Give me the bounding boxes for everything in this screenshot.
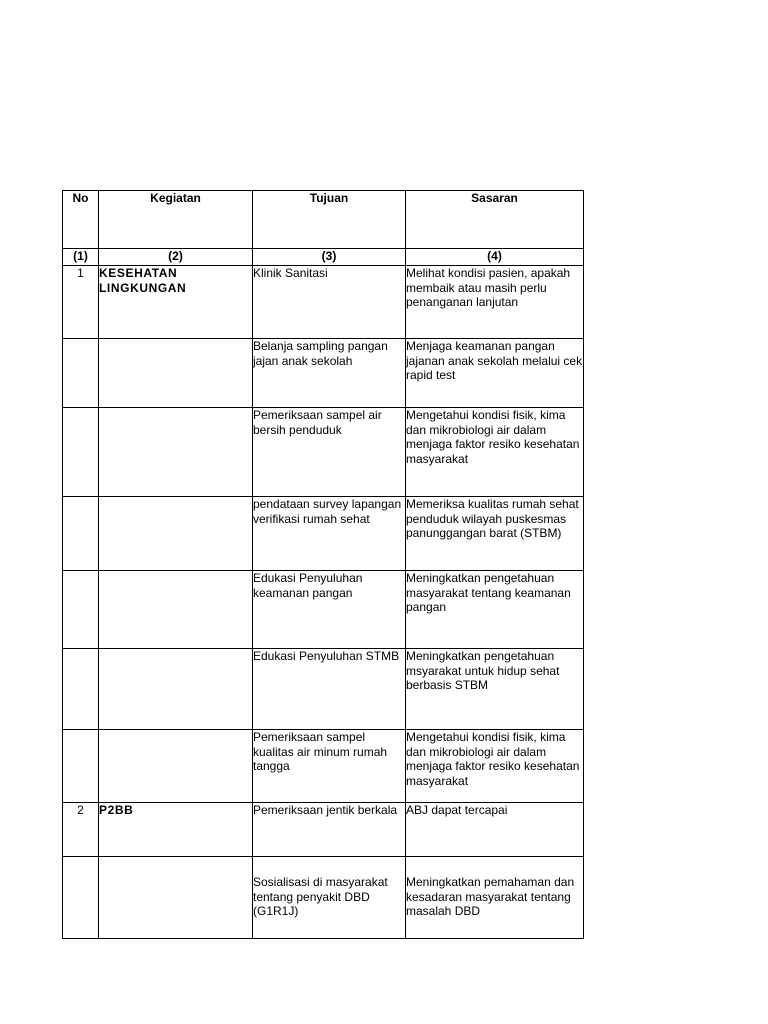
row-no: [63, 571, 99, 649]
row-no: [63, 339, 99, 408]
row-tujuan: Pemeriksaan sampel kualitas air minum rumah tangga: [253, 730, 406, 803]
row-tujuan: Pemeriksaan sampel air bersih penduduk: [253, 408, 406, 497]
row-sasaran: Meningkatkan pengetahuan masyarakat tentang keamanan pangan: [406, 571, 584, 649]
row-tujuan: Klinik Sanitasi: [253, 266, 406, 339]
row-no: [63, 730, 99, 803]
header-tujuan: Tujuan: [253, 191, 406, 249]
row-no: [63, 497, 99, 571]
row-sasaran: ABJ dapat tercapai: [406, 803, 584, 857]
row-no: [63, 857, 99, 939]
row-tujuan: pendataan survey lapangan verifikasi rumah sehat: [253, 497, 406, 571]
column-number: (4): [406, 249, 584, 266]
row-tujuan: Belanja sampling pangan jajan anak sekolah: [253, 339, 406, 408]
column-number-row: [63, 249, 584, 266]
row-tujuan: Edukasi Penyuluhan keamanan pangan: [253, 571, 406, 649]
column-number: (2): [99, 249, 253, 266]
row-kegiatan: [99, 497, 253, 571]
row-no: [63, 408, 99, 497]
row-sasaran: Melihat kondisi pasien, apakah membaik atau masih perlu penanganan lanjutan: [406, 266, 584, 339]
row-kegiatan: [99, 730, 253, 803]
header-kegiatan: Kegiatan: [99, 191, 253, 249]
row-no: [63, 649, 99, 730]
table-row: [63, 803, 584, 857]
column-number: (3): [253, 249, 406, 266]
header-sasaran: Sasaran: [406, 191, 584, 249]
table-row: [63, 857, 584, 939]
row-no: 1: [63, 266, 99, 339]
activity-table: [62, 190, 584, 939]
row-sasaran: Menjaga keamanan pangan jajanan anak sekolah melalui cek rapid test: [406, 339, 584, 408]
row-sasaran: Mengetahui kondisi fisik, kima dan mikrobiologi air dalam menjaga faktor resiko kesehatan masyarakat: [406, 730, 584, 803]
row-tujuan: Pemeriksaan jentik berkala: [253, 803, 406, 857]
row-kegiatan: [99, 408, 253, 497]
table-row: [63, 649, 584, 730]
row-kegiatan: KESEHATAN LINGKUNGAN: [99, 266, 253, 339]
column-number: (1): [63, 249, 99, 266]
table-row: [63, 408, 584, 497]
table-row: [63, 339, 584, 408]
row-kegiatan: P2BB: [99, 803, 253, 857]
row-sasaran: Mengetahui kondisi fisik, kima dan mikrobiologi air dalam menjaga faktor resiko kesehatan masyarakat: [406, 408, 584, 497]
header-no: No: [63, 191, 99, 249]
table-row: [63, 730, 584, 803]
row-tujuan: Edukasi Penyuluhan STMB: [253, 649, 406, 730]
row-kegiatan: [99, 857, 253, 939]
row-sasaran: Meningkatkan pemahaman dan kesadaran masyarakat tentang masalah DBD: [406, 857, 584, 939]
row-sasaran: Memeriksa kualitas rumah sehat penduduk wilayah puskesmas panunggangan barat (STBM): [406, 497, 584, 571]
table-row: [63, 571, 584, 649]
row-sasaran: Meningkatkan pengetahuan msyarakat untuk hidup sehat berbasis STBM: [406, 649, 584, 730]
row-kegiatan: [99, 649, 253, 730]
row-no: 2: [63, 803, 99, 857]
row-kegiatan: [99, 571, 253, 649]
table-row: [63, 497, 584, 571]
header-row: [63, 191, 584, 249]
row-kegiatan: [99, 339, 253, 408]
table-row: [63, 266, 584, 339]
row-tujuan: Sosialisasi di masyarakat tentang penyakit DBD (G1R1J): [253, 857, 406, 939]
